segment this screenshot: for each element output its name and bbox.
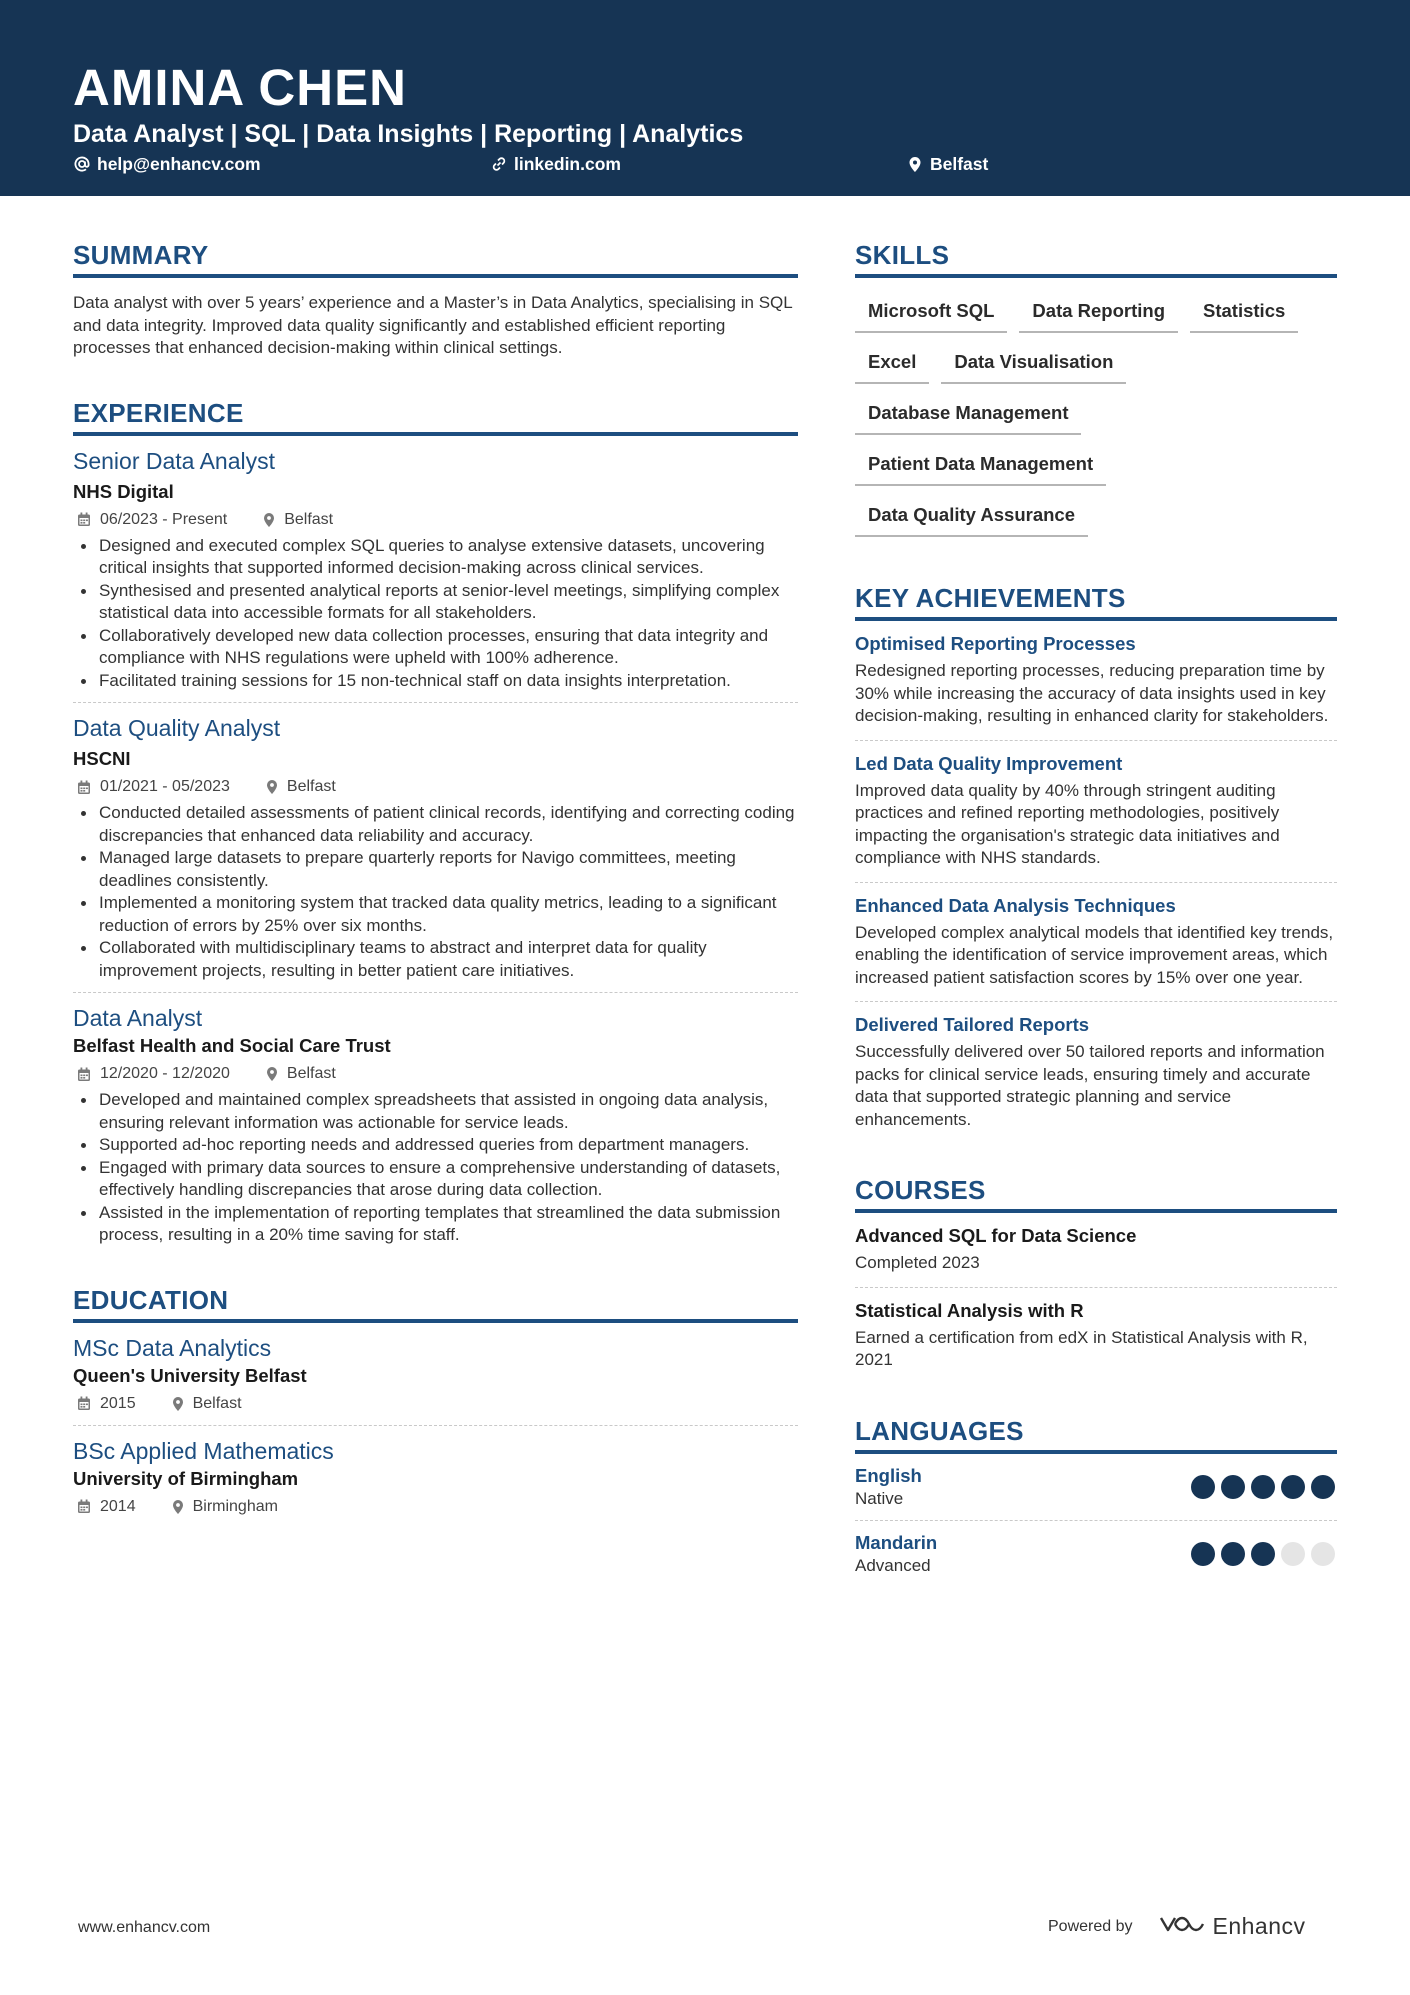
email-text: help@enhancv.com (97, 154, 261, 174)
education-location: Birmingham (168, 1496, 278, 1518)
language-rating (1191, 1475, 1335, 1499)
achievement-title: Led Data Quality Improvement (855, 752, 1123, 774)
location-text: Belfast (930, 154, 989, 174)
achievement-item (855, 741, 1337, 883)
summary-text: Data analyst with over 5 years’ experience and a Master’s in Data Analytics, specialising in SQL and data integrity. Improved data quality significantly and established efficient reporting processes that enhanced decision-making within clinical settings. (73, 293, 793, 357)
achievement-title: Optimised Reporting Processes (855, 633, 1136, 654)
achievement-title: Delivered Tailored Reports (855, 1014, 1090, 1035)
brand-name: Enhancv (1212, 1913, 1306, 1939)
job-dates: 12/2020 - 12/2020 (73, 1063, 230, 1085)
job-bullets (73, 802, 798, 982)
job-bullets (73, 535, 798, 693)
location-pin-icon (266, 779, 278, 795)
powered-by-label: Powered by (1048, 1917, 1133, 1935)
summary-heading: SUMMARY (73, 238, 798, 278)
contact-email[interactable] (73, 152, 261, 176)
education-section (73, 1283, 798, 1518)
achievement-desc: Developed complex analytical models that identified key trends, enabling the identification of service improvement areas, which increased patient satisfaction scores by 15% over one year. (855, 922, 1334, 987)
school-name: University of Birmingham (73, 1467, 299, 1489)
bullet-item: Supported ad-hoc reporting needs and addressed queries from department managers. (73, 1134, 798, 1157)
bullet-item: Facilitated training sessions for 15 non-technical staff on data insights interpretation. (73, 670, 798, 693)
achievement-item (855, 621, 1337, 741)
bullet-item: Implemented a monitoring system that tracked data quality metrics, leading to a significant reduction of errors by 25% over six months. (73, 892, 798, 937)
calendar-icon (77, 780, 91, 795)
school-name: Queen's University Belfast (73, 1364, 307, 1386)
location-pin-icon (172, 1499, 184, 1515)
job-location: Belfast (262, 1063, 336, 1085)
bullet-item: Synthesised and presented analytical reports at senior-level meetings, simplifying complex statistical data into accessible formats for all stakeholders. (73, 580, 798, 625)
job-title: Data Quality Analyst (73, 715, 281, 741)
job-dates: 06/2023 - Present (73, 509, 227, 531)
language-rating (1191, 1542, 1335, 1566)
company-name: HSCNI (73, 748, 131, 769)
rating-dot-filled (1281, 1475, 1305, 1499)
degree-title: MSc Data Analytics (73, 1334, 272, 1361)
bullet-item: Conducted detailed assessments of patient clinical records, identifying and correcting coding discrepancies that enhanced data reliability and accuracy. (73, 802, 798, 847)
degree-title: BSc Applied Mathematics (73, 1437, 334, 1464)
location-pin-icon (906, 155, 924, 173)
skills-heading: SKILLS (855, 238, 1337, 278)
skills-list (855, 298, 1337, 537)
job-title: Senior Data Analyst (73, 447, 276, 474)
job-meta (73, 1063, 798, 1085)
languages-heading: LANGUAGES (855, 1414, 1337, 1454)
calendar-icon (77, 1396, 91, 1411)
achievements-section (855, 581, 1337, 1143)
link-icon (490, 155, 508, 173)
skill-tag: Statistics (1190, 298, 1298, 333)
job-location: Belfast (262, 776, 336, 798)
skill-tag: Microsoft SQL (855, 298, 1007, 333)
company-name: NHS Digital (73, 480, 174, 502)
contact-location (906, 152, 988, 176)
skills-section (855, 238, 1337, 537)
job-meta (73, 776, 798, 798)
course-title: Advanced SQL for Data Science (855, 1225, 1137, 1246)
enhancv-logo-icon (1159, 1912, 1205, 1941)
experience-section (73, 396, 798, 1247)
rating-dot-filled (1251, 1475, 1275, 1499)
skill-tag: Excel (855, 349, 929, 384)
bullet-item: Engaged with primary data sources to ensure a comprehensive understanding of datasets, effectively handling discrepancies that arose during data collection. (73, 1157, 798, 1202)
course-item (855, 1288, 1337, 1384)
job-title: Data Analyst (73, 1005, 203, 1031)
rating-dot-filled (1251, 1542, 1275, 1566)
rating-dot-filled (1221, 1542, 1245, 1566)
course-desc: Completed 2023 (855, 1253, 980, 1272)
achievement-title: Enhanced Data Analysis Techniques (855, 894, 1176, 916)
language-level: Advanced (855, 1555, 931, 1575)
education-year: 2015 (73, 1393, 136, 1415)
linkedin-text: linkedin.com (514, 154, 621, 174)
rating-dot-filled (1221, 1475, 1245, 1499)
education-location: Belfast (168, 1393, 242, 1415)
candidate-title: Data Analyst | SQL | Data Insights | Reporting | Analytics (73, 120, 744, 148)
language-name: English (855, 1464, 922, 1486)
language-level: Native (855, 1488, 904, 1508)
course-title: Statistical Analysis with R (855, 1299, 1084, 1321)
experience-item (73, 993, 798, 1247)
job-bullets (73, 1089, 798, 1247)
language-item (855, 1521, 1337, 1587)
bullet-item: Collaborated with multidisciplinary teams to abstract and interpret data for quality improvement projects, resulting in better patient care initiatives. (73, 937, 798, 982)
language-item (855, 1454, 1337, 1521)
skill-tag: Data Quality Assurance (855, 502, 1088, 537)
location-pin-icon (172, 1396, 184, 1412)
achievement-desc: Successfully delivered over 50 tailored reports and information packs for clinical service leads, ensuring timely and accurate data that supported strategic planning and service enhancements. (855, 1042, 1325, 1129)
education-meta (73, 1496, 798, 1518)
skill-tag: Database Management (855, 400, 1081, 435)
courses-section (855, 1173, 1337, 1384)
language-name: Mandarin (855, 1531, 938, 1553)
calendar-icon (77, 1067, 91, 1082)
contact-linkedin[interactable] (490, 152, 621, 176)
at-icon (73, 155, 91, 173)
course-item (855, 1213, 1337, 1288)
left-column (73, 238, 798, 1518)
job-meta (73, 509, 798, 531)
bullet-item: Collaboratively developed new data collection processes, ensuring that data integrity and compliance with NHS regulations were upheld with 100% adherence. (73, 625, 798, 670)
education-item (73, 1323, 798, 1426)
location-pin-icon (266, 1066, 278, 1082)
experience-item (73, 703, 798, 993)
course-desc: Earned a certification from edX in Statistical Analysis with R, 2021 (855, 1327, 1308, 1369)
job-location: Belfast (259, 509, 333, 531)
calendar-icon (77, 512, 91, 527)
summary-section (73, 238, 798, 360)
achievement-item (855, 1002, 1337, 1143)
experience-heading: EXPERIENCE (73, 396, 798, 436)
company-name: Belfast Health and Social Care Trust (73, 1035, 391, 1056)
achievements-heading: KEY ACHIEVEMENTS (855, 581, 1337, 621)
location-pin-icon (263, 512, 275, 528)
bullet-item: Developed and maintained complex spreadsheets that assisted in ongoing data analysis, ensuring relevant information was actionable for service leads. (73, 1089, 798, 1134)
rating-dot-filled (1311, 1475, 1335, 1499)
rating-dot-filled (1191, 1475, 1215, 1499)
languages-section (855, 1414, 1337, 1587)
bullet-item: Designed and executed complex SQL queries to analyse extensive datasets, uncovering critical insights that supported informed decision-making across clinical services. (73, 535, 798, 580)
education-item (73, 1426, 798, 1518)
education-meta (73, 1393, 798, 1415)
skill-tag: Data Reporting (1019, 298, 1178, 333)
calendar-icon (77, 1499, 91, 1514)
resume-header (0, 0, 1410, 196)
bullet-item: Assisted in the implementation of reporting templates that streamlined the data submission process, resulting in a 20% time saving for staff. (73, 1202, 798, 1247)
achievement-desc: Redesigned reporting processes, reducing preparation time by 30% while increasing the accuracy of data insights used in key decision-making, resulting in enhanced clarity for stakeholders. (855, 661, 1329, 725)
achievement-desc: Improved data quality by 40% through stringent auditing practices and refined reporting methodologies, positively impacting the organisation's strategic data initiatives and compliance with NHS standards. (855, 780, 1280, 867)
experience-item (73, 436, 798, 704)
courses-heading: COURSES (855, 1173, 1337, 1213)
achievement-item (855, 883, 1337, 1003)
education-heading: EDUCATION (73, 1283, 798, 1323)
rating-dot-filled (1191, 1542, 1215, 1566)
footer-website[interactable]: www.enhancv.com (78, 1919, 211, 1936)
footer-branding (1048, 1912, 1306, 1941)
skill-tag: Data Visualisation (941, 349, 1126, 384)
education-year: 2014 (73, 1496, 136, 1518)
rating-dot-empty (1311, 1542, 1335, 1566)
candidate-name: AMINA CHEN (73, 59, 407, 116)
right-column (855, 238, 1337, 1587)
bullet-item: Managed large datasets to prepare quarterly reports for Navigo committees, meeting deadlines consistently. (73, 847, 798, 892)
rating-dot-empty (1281, 1542, 1305, 1566)
skill-tag: Patient Data Management (855, 451, 1106, 486)
job-dates: 01/2021 - 05/2023 (73, 776, 230, 798)
